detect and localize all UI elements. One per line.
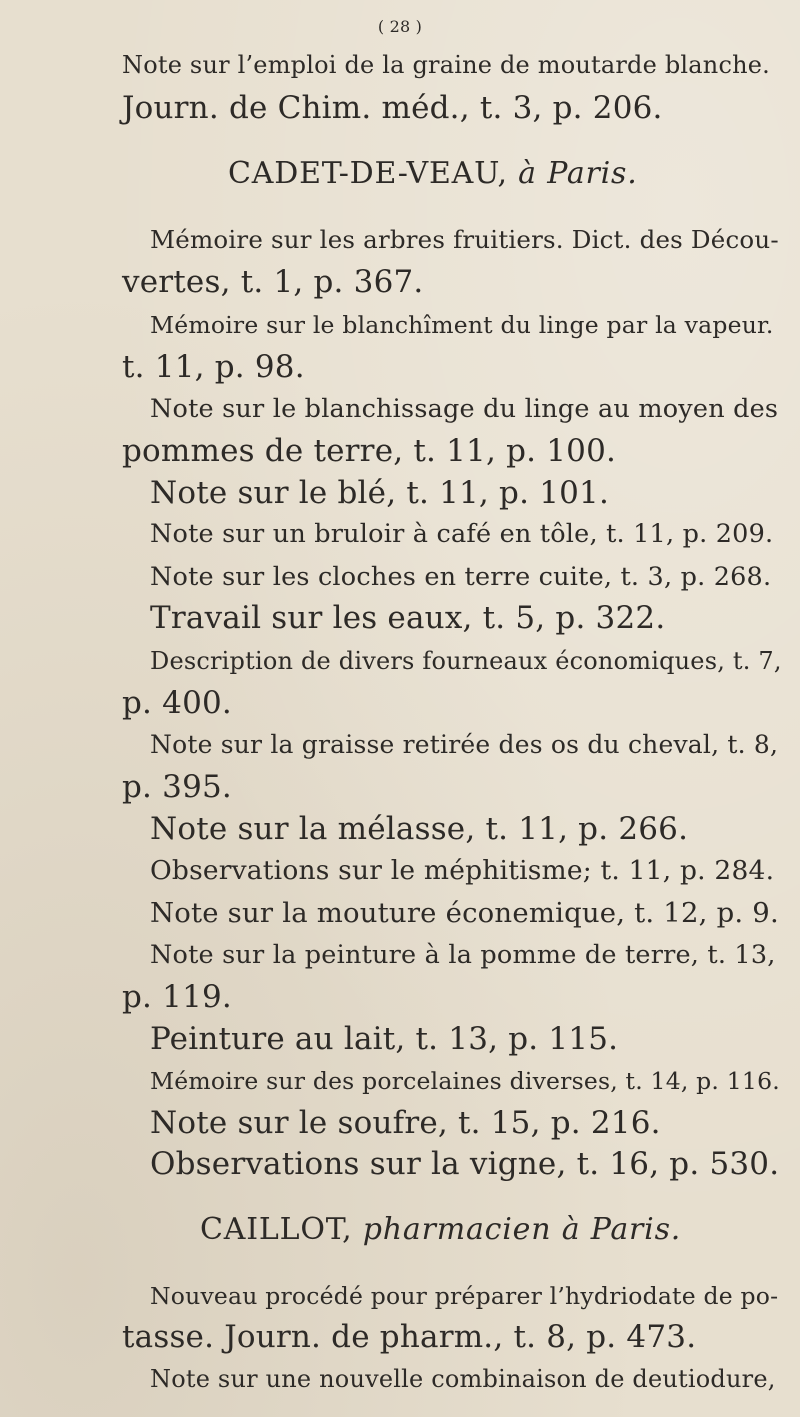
heading-place: pharmacien à Paris. [362,1211,682,1247]
heading-separator: , [497,155,519,191]
text-line: Peinture au lait, t. 13, p. 115. [150,1020,619,1057]
text-line: p. 400. [122,684,232,721]
text-line: Note sur le soufre, t. 15, p. 216. [150,1104,661,1141]
entry-heading-cadet-de-veau [228,154,638,194]
text-line: pommes de terre, t. 11, p. 100. [122,432,617,469]
entry-heading-caillot [200,1210,681,1250]
text-line: Note sur la mouture éconemique, t. 12, p. 9. [150,896,779,929]
text-line: p. 119. [122,978,232,1015]
text-line: Note sur le blé, t. 11, p. 101. [150,474,610,511]
text-line: Mémoire sur les arbres fruitiers. Dict. des Décou- [150,225,779,254]
text-line: Mémoire sur des porcelaines diverses, t. 14, p. 116. [150,1067,780,1096]
text-line: Note sur la mélasse, t. 11, p. 266. [150,810,689,847]
text-line: Journ. de Chim. méd., t. 3, p. 206. [122,89,663,126]
text-line: Note sur le blanchissage du linge au moyen des [150,394,779,425]
text-line: vertes, t. 1, p. 367. [122,263,424,300]
text-line: p. 395. [122,768,232,805]
text-line: tasse. Journ. de pharm., t. 8, p. 473. [122,1319,697,1356]
text-line: Note sur une nouvelle combinaison de deutiodure, [150,1365,776,1393]
page-number: ( 28 ) [377,17,423,37]
text-line: Mémoire sur le blanchîment du linge par la vapeur. [150,311,774,340]
heading-name: CAILLOT [200,1211,343,1247]
text-line: Description de divers fourneaux économiques, t. 7, [150,647,782,676]
text-line: Nouveau procédé pour préparer l’hydriodate de po- [150,1281,779,1310]
text-line: t. 11, p. 98. [122,348,305,385]
heading-separator: , [342,1211,363,1247]
text-line: Note sur un bruloir à café en tôle, t. 11, p. 209. [150,519,774,550]
text-line: Note sur la graisse retirée des os du cheval, t. 8, [150,730,779,760]
heading-place: à Paris. [518,155,638,191]
heading-name: CADET-DE-VEAU [228,155,498,191]
text-line: Note sur les cloches en terre cuite, t. 3, p. 268. [150,561,772,592]
text-line: Travail sur les eaux, t. 5, p. 322. [150,600,666,637]
text-line: Observations sur la vigne, t. 16, p. 530. [150,1146,780,1183]
text-line: Note sur l’emploi de la graine de moutarde blanche. [122,51,770,80]
text-line: Note sur la peinture à la pomme de terre, t. 13, [150,940,776,971]
text-line: Observations sur le méphitisme; t. 11, p. 284. [150,855,775,887]
